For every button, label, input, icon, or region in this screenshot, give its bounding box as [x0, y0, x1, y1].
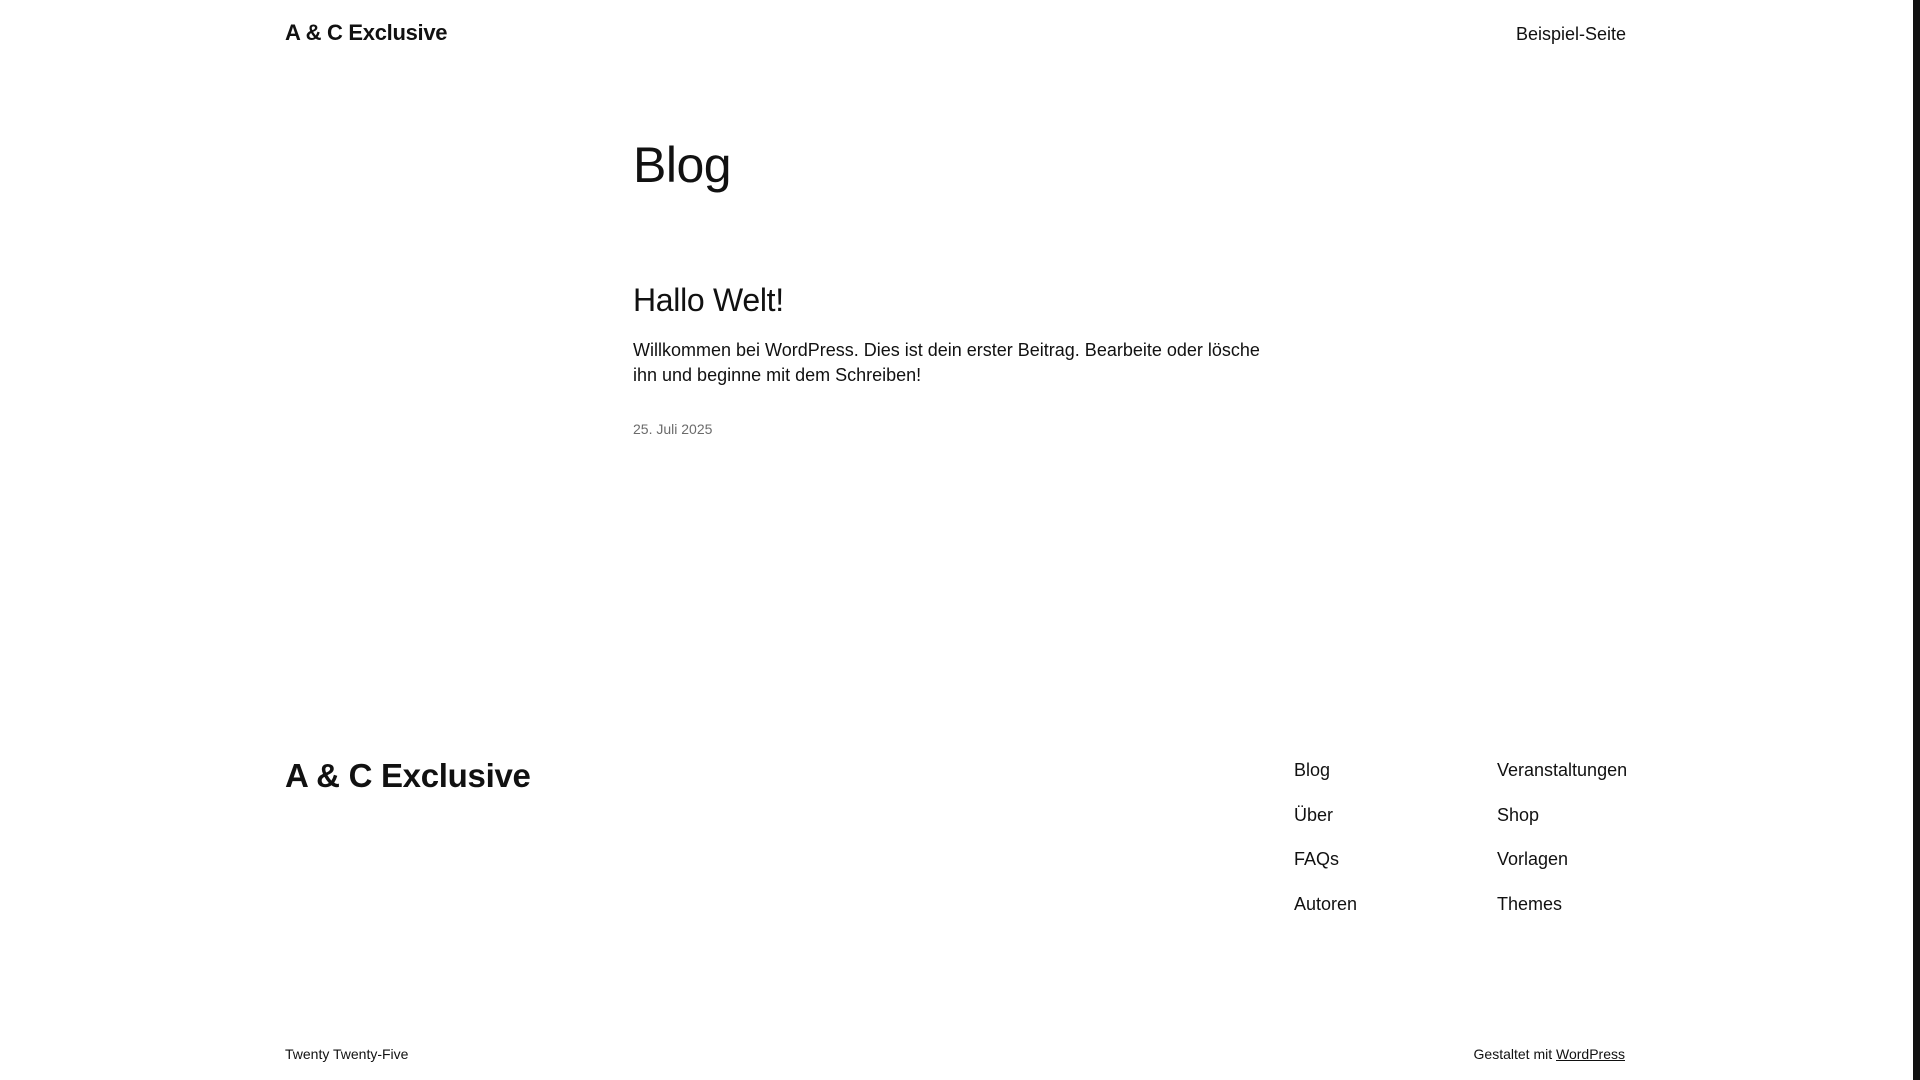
footer-link-autoren[interactable]: Autoren [1294, 893, 1358, 914]
page-title: Blog [633, 137, 732, 193]
nav-link-beispiel-seite[interactable]: Beispiel-Seite [1515, 24, 1626, 44]
site-title-link[interactable]: A & C Exclusive [285, 20, 448, 45]
footer-link-ueber[interactable]: Über [1294, 804, 1334, 825]
footer-link-vorlagen[interactable]: Vorlagen [1497, 849, 1569, 869]
post-excerpt: Willkommen bei WordPress. Dies ist dein erster Beitrag. Bearbeite oder lösche ihn und beginne mit dem Schreiben! [633, 340, 1260, 385]
footer-link-veranstaltungen[interactable]: Veranstaltungen [1497, 760, 1628, 780]
window-edge-bar [1913, 0, 1920, 1080]
wordpress-link[interactable]: WordPress [1556, 1046, 1625, 1062]
post-date-link[interactable]: 25. Juli 2025 [633, 421, 713, 437]
footer-site-title-link[interactable]: A & C Exclusive [285, 757, 531, 794]
footer-link-blog[interactable]: Blog [1294, 760, 1331, 780]
footer-credit [1474, 1046, 1625, 1062]
footer-link-themes[interactable]: Themes [1497, 893, 1563, 914]
footer-link-shop[interactable]: Shop [1497, 804, 1540, 825]
post-title-link[interactable]: Hallo Welt! [633, 282, 784, 318]
footer-credit-prefix: Gestaltet mit [1473, 1046, 1553, 1062]
footer-nav-column-1 [1294, 760, 1357, 938]
footer-theme-name: Twenty Twenty-Five [285, 1046, 409, 1062]
footer-nav-column-2 [1497, 760, 1627, 938]
footer-link-faqs[interactable]: FAQs [1294, 849, 1340, 869]
